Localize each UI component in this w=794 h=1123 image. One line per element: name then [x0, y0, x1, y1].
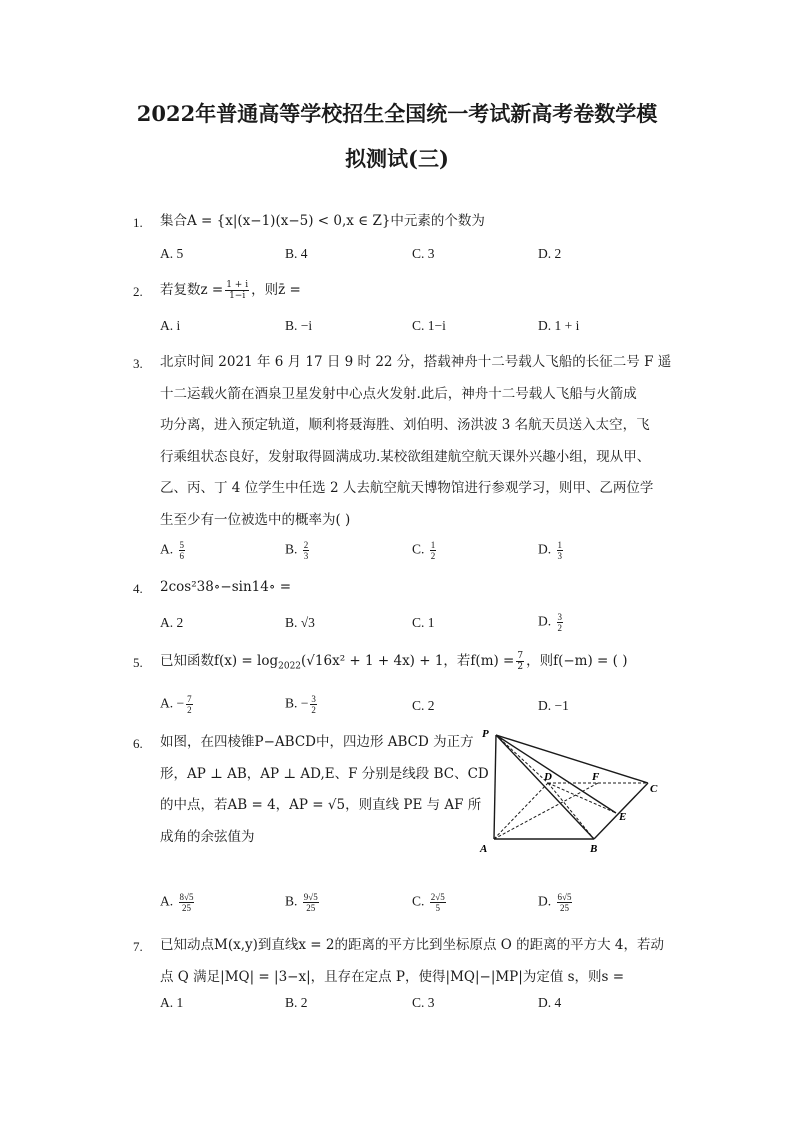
fraction-numerator: 1 — [430, 540, 436, 550]
fraction-numerator: 8√5 — [179, 892, 194, 902]
q5-text-b: (√16x² + 1 + 4x) + 1，若f(m) = — [301, 653, 515, 669]
fraction — [186, 694, 193, 715]
question-3-text — [160, 347, 671, 536]
question-number: 2. — [133, 284, 143, 299]
text-line: 行乘组状态良好，发射取得圆满成功.某校欲组建航空航天课外兴趣小组，现从甲、 — [160, 448, 651, 465]
text-line: 乙、丙、丁 4 位学生中任选 2 人去航空航天博物馆进行参观学习，则甲、乙两位学 — [160, 480, 654, 496]
question-6-text — [160, 727, 489, 853]
option-letter: C. — [412, 893, 425, 909]
option-c: C. 1 — [412, 615, 435, 630]
fraction-denominator: 25 — [181, 903, 191, 913]
option-b — [285, 540, 311, 561]
minus-sign: − — [176, 695, 185, 711]
option-letter: B. — [285, 541, 298, 557]
fraction-numerator: 7 — [517, 651, 524, 661]
vertex-label-a: A — [480, 843, 488, 855]
fraction — [430, 892, 446, 913]
fraction — [303, 892, 319, 913]
fraction-denominator: 2 — [557, 623, 562, 633]
question-number: 6. — [133, 736, 143, 751]
fraction-denominator: 3 — [303, 551, 309, 561]
fraction — [557, 540, 564, 561]
option-d: D. 4 — [538, 995, 562, 1010]
option-b: B. √3 — [285, 615, 315, 630]
question-number: 3. — [133, 356, 143, 371]
fraction — [516, 651, 524, 672]
text-line: 生至少有一位被选中的概率为( ) — [160, 511, 351, 528]
fraction — [430, 540, 437, 561]
option-a: A. i — [160, 318, 181, 333]
option-letter: A. — [160, 695, 174, 711]
option-d — [538, 540, 565, 561]
option-a — [160, 694, 195, 715]
text-line: 形，AP ⊥ AB，AP ⊥ AD,E、F 分别是线段 BC、CD — [160, 765, 489, 782]
text-line: 的中点，若AB = 4，AP = √5，则直线 PE 与 AF 所 — [160, 797, 482, 813]
pyramid-figure — [476, 725, 676, 855]
option-b — [285, 892, 321, 913]
option-c: C. 1−i — [412, 318, 446, 333]
option-a: A. 5 — [160, 246, 184, 261]
text-line: 北京时间 2021 年 6 月 17 日 9 时 22 分，搭载神舟十二号载人飞船的长征二号 F 遥 — [160, 354, 672, 370]
question-number: 5. — [133, 655, 143, 670]
option-letter: D. — [538, 541, 552, 557]
option-letter: D. — [538, 893, 552, 909]
q2-text-pre: 若复数z = — [160, 282, 224, 298]
question-2-text — [160, 275, 301, 307]
text-line: 功分离，进入预定轨道，顺利将聂海胜、刘伯明、汤洪波 3 名航天员送入太空，飞 — [160, 417, 650, 433]
option-a: A. 2 — [160, 615, 184, 630]
text-line: 成角的余弦值为 — [160, 828, 255, 845]
option-a — [160, 892, 196, 913]
question-number: 7. — [133, 939, 143, 954]
fraction-denominator: 3 — [557, 551, 562, 561]
fraction-numerator: 2√5 — [430, 892, 445, 902]
vertex-label-e: E — [619, 811, 627, 823]
text-line: 点 Q 满足|MQ| = |3−x|，且存在定点 P，使得|MQ|−|MP|为定值 s，则s = — [160, 968, 625, 985]
fraction — [557, 892, 573, 913]
page-title: 2022年普通高等学校招生全国统一考试新高考卷数学模 — [136, 101, 658, 126]
minus-sign: − — [300, 695, 309, 711]
text-line: 已知动点M(x,y)到直线x = 2的距离的平方比到坐标原点 O 的距离的平方大 4，若动 — [160, 937, 665, 953]
text-line: 如图，在四棱锥P−ABCD中，四边形 ABCD 为正方 — [160, 734, 474, 750]
fraction-numerator: 1 + i — [226, 280, 249, 290]
fraction-numerator: 3 — [311, 694, 316, 704]
text-line: 十二运载火箭在酒泉卫星发射中心点火发射.此后，神舟十二号载人飞船与火箭成 — [160, 385, 637, 402]
fraction-numerator: 5 — [179, 540, 184, 550]
question-7-text — [160, 930, 664, 993]
fraction-numerator: 6√5 — [557, 892, 572, 902]
fraction-denominator: 2 — [430, 551, 436, 561]
question-5-text — [160, 646, 627, 683]
fraction-numerator: 1 — [557, 540, 562, 550]
option-letter: A. — [160, 541, 174, 557]
option-c: C. 3 — [412, 995, 435, 1010]
option-b: B. −i — [285, 318, 313, 333]
option-c: C. 3 — [412, 246, 435, 261]
q2-text-post: ，则z̄ = — [251, 282, 301, 298]
page-title-line2: 拟测试(三) — [345, 146, 449, 171]
option-b: B. 2 — [285, 995, 308, 1010]
fraction-numerator: 3 — [557, 612, 562, 622]
fraction — [225, 280, 249, 301]
fraction-denominator: 5 — [435, 903, 440, 913]
option-d: D. 1 + i — [538, 318, 580, 333]
fraction-denominator: 1−i — [229, 291, 246, 301]
option-c — [412, 540, 438, 561]
option-letter: D. — [538, 613, 552, 629]
question-4-text: 2cos²38∘−sin14∘ = — [160, 579, 292, 595]
option-letter: B. — [285, 893, 298, 909]
fraction-numerator: 9√5 — [303, 892, 318, 902]
option-b — [285, 694, 319, 715]
option-d: D. 2 — [538, 246, 562, 261]
vertex-label-p: P — [482, 728, 489, 740]
fraction-denominator: 6 — [179, 551, 184, 561]
option-c — [412, 892, 448, 913]
vertex-label-b: B — [590, 843, 598, 855]
option-a — [160, 540, 187, 561]
fraction-denominator: 2 — [187, 705, 192, 715]
fraction-denominator: 25 — [306, 903, 316, 913]
fraction-denominator: 2 — [311, 705, 316, 715]
fraction — [303, 540, 310, 561]
vertex-label-d: D — [544, 771, 552, 783]
q5-text-c: ，则f(−m) = ( ) — [526, 653, 628, 669]
fraction-numerator: 2 — [303, 540, 309, 550]
fraction — [310, 694, 317, 715]
option-letter: A. — [160, 893, 174, 909]
question-number: 1. — [133, 215, 143, 230]
option-a: A. 1 — [160, 995, 184, 1010]
option-c: C. 2 — [412, 698, 435, 713]
vertex-label-f: F — [592, 771, 600, 783]
option-letter: B. — [285, 695, 298, 711]
option-b: B. 4 — [285, 246, 308, 261]
log-base: 2022 — [278, 661, 302, 672]
vertex-label-c: C — [650, 783, 658, 795]
fraction — [179, 892, 195, 913]
option-d — [538, 892, 574, 913]
option-d — [538, 612, 565, 633]
q5-text-a: 已知函数f(x) = log — [160, 653, 279, 669]
option-d: D. −1 — [538, 698, 569, 713]
fraction-denominator: 25 — [559, 903, 569, 913]
fraction — [179, 540, 186, 561]
fraction — [557, 612, 564, 633]
fraction-numerator: 7 — [187, 694, 192, 704]
option-letter: C. — [412, 541, 425, 557]
question-1-text: 集合A = {x|(x−1)(x−5) < 0,x ∈ Z}中元素的个数为 — [160, 213, 485, 229]
question-number: 4. — [133, 581, 143, 596]
fraction-denominator: 2 — [517, 662, 524, 672]
